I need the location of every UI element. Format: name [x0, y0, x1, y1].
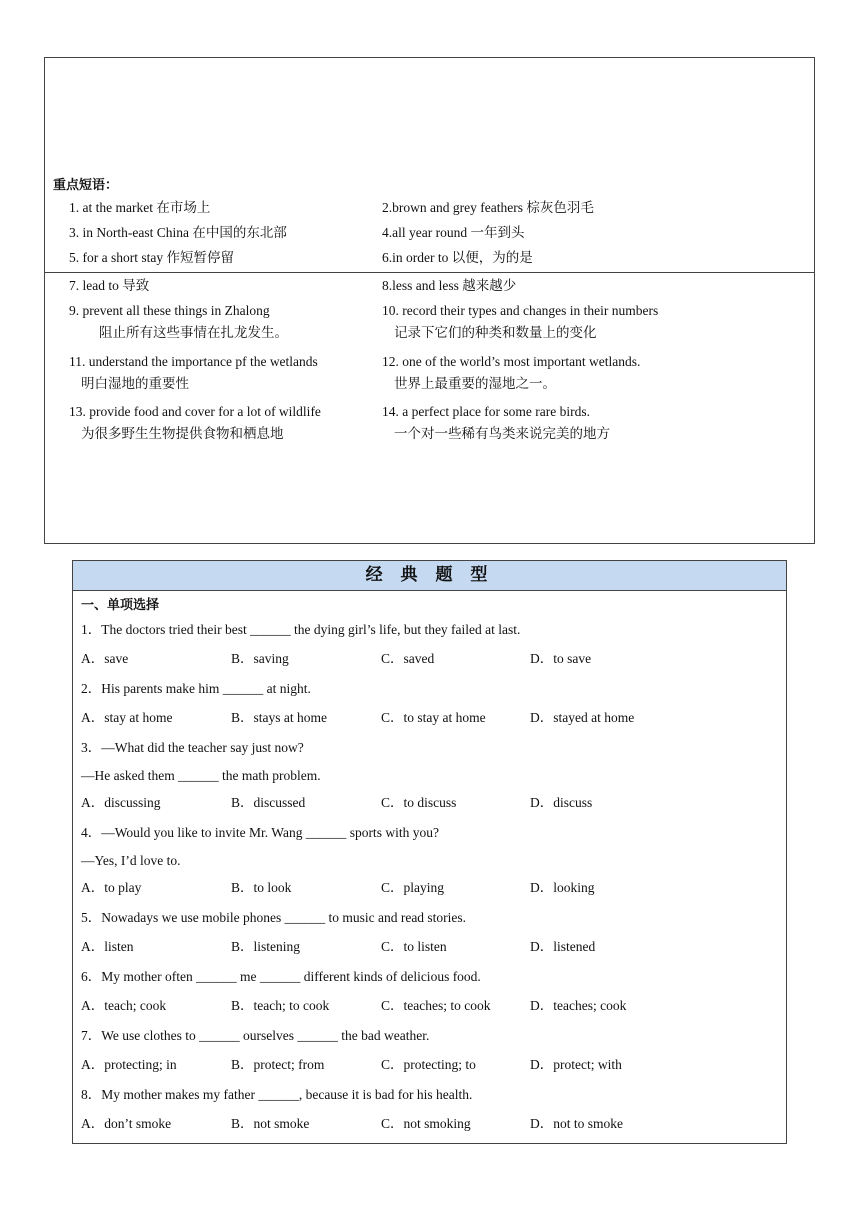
option-b: B．listening: [231, 939, 301, 954]
phrase-item: 4.all year round 一年到头: [382, 225, 525, 240]
question-stem: 7．We use clothes to ______ ourselves ______ the bad weather.: [81, 1028, 430, 1043]
phrase-translation: 记录下它们的种类和数量上的变化: [394, 325, 597, 340]
phrase-translation: 一个对一些稀有鸟类来说完美的地方: [394, 426, 610, 441]
exercise-banner: 经 典 题 型: [73, 561, 786, 591]
option-a: A．stay at home: [81, 710, 173, 725]
option-d: D．looking: [530, 880, 595, 895]
option-c: C．to listen: [381, 939, 447, 954]
phrase-item: 8.less and less 越来越少: [382, 278, 517, 293]
phrase-item: 11. understand the importance pf the wetlands 明白湿地的重要性: [69, 351, 318, 395]
phrase-item: 9. prevent all these things in Zhalong 阻止所有这些事情在扎龙发生。: [69, 300, 288, 344]
option-c: C．saved: [381, 651, 435, 666]
option-b: B．discussed: [231, 795, 306, 810]
phrase-item: 3. in North-east China 在中国的东北部: [69, 225, 287, 240]
phrase-item: 6.in order to 以便，为的是: [382, 250, 533, 265]
question-stem: 4．—Would you like to invite Mr. Wang ______ sports with you?: [81, 825, 439, 840]
phrase-translation: 明白湿地的重要性: [81, 376, 189, 391]
divider: [45, 272, 814, 273]
option-b: B．saving: [231, 651, 289, 666]
option-b: B．protect; from: [231, 1057, 325, 1072]
option-d: D．protect; with: [530, 1057, 622, 1072]
phrase-item: 1. at the market 在市场上: [69, 200, 211, 215]
phrase-translation: 阻止所有这些事情在扎龙发生。: [99, 325, 288, 340]
question-stem: 1．The doctors tried their best ______ the dying girl’s life, but they failed at last.: [81, 622, 521, 637]
option-a: A．teach; cook: [81, 998, 167, 1013]
option-c: C．playing: [381, 880, 444, 895]
option-a: A．don’t smoke: [81, 1116, 172, 1131]
phrase-item: 5. for a short stay 作短暂停留: [69, 250, 234, 265]
option-b: B．stays at home: [231, 710, 327, 725]
phrase-item: 2.brown and grey feathers 棕灰色羽毛: [382, 200, 594, 215]
phrase-item: 7. lead to 导致: [69, 278, 150, 293]
section-title: 一、单项选择: [81, 598, 160, 613]
option-c: C．protecting; to: [381, 1057, 476, 1072]
key-phrases-box: [44, 57, 815, 544]
key-phrases-heading: 重点短语：: [53, 178, 119, 193]
exercise-box: [72, 560, 787, 1144]
phrase-translation: 世界上最重要的湿地之一。: [394, 376, 556, 391]
option-d: D．stayed at home: [530, 710, 635, 725]
phrase-item: 14. a perfect place for some rare birds. 一个对一些稀有鸟类来说完美的地方: [382, 401, 610, 445]
option-d: D．teaches; cook: [530, 998, 627, 1013]
question-stem: 5．Nowadays we use mobile phones ______ to music and read stories.: [81, 910, 467, 925]
option-a: A．listen: [81, 939, 134, 954]
option-c: C．not smoking: [381, 1116, 471, 1131]
option-d: D．listened: [530, 939, 596, 954]
question-stem: 3．—What did the teacher say just now?: [81, 740, 304, 755]
option-a: A．discussing: [81, 795, 161, 810]
question-stem: 6．My mother often ______ me ______ different kinds of delicious food.: [81, 969, 481, 984]
question-stem: 8．My mother makes my father ______, because it is bad for his health.: [81, 1087, 473, 1102]
option-b: B．to look: [231, 880, 292, 895]
option-c: C．to stay at home: [381, 710, 486, 725]
question-stem: —He asked them ______ the math problem.: [81, 768, 321, 783]
option-d: D．not to smoke: [530, 1116, 623, 1131]
option-c: C．teaches; to cook: [381, 998, 491, 1013]
option-b: B．teach; to cook: [231, 998, 330, 1013]
option-a: A．save: [81, 651, 129, 666]
option-d: D．discuss: [530, 795, 593, 810]
option-a: A．to play: [81, 880, 142, 895]
phrase-item: 13. provide food and cover for a lot of wildlife 为很多野生生物提供食物和栖息地: [69, 401, 321, 445]
option-b: B．not smoke: [231, 1116, 310, 1131]
option-a: A．protecting; in: [81, 1057, 177, 1072]
phrase-translation: 为很多野生生物提供食物和栖息地: [81, 426, 284, 441]
phrase-item: 12. one of the world’s most important wetlands. 世界上最重要的湿地之一。: [382, 351, 640, 395]
question-stem: —Yes, I’d love to.: [81, 853, 181, 868]
option-c: C．to discuss: [381, 795, 457, 810]
phrase-item: 10. record their types and changes in their numbers 记录下它们的种类和数量上的变化: [382, 300, 658, 344]
option-d: D．to save: [530, 651, 592, 666]
question-stem: 2．His parents make him ______ at night.: [81, 681, 311, 696]
